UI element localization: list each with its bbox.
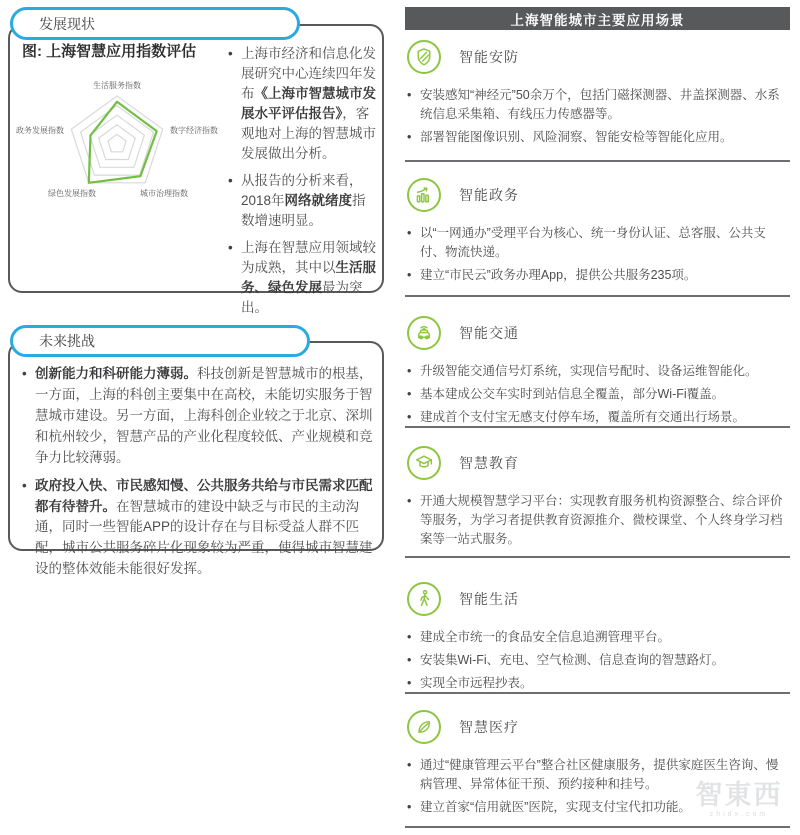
list-item: • 以“一网通办”受理平台为核心、统一身份认证、总客服、公共支付、物流快递。 xyxy=(407,224,787,262)
figure-title: 图: 上海智慧应用指数评估 xyxy=(22,43,197,60)
watermark-domain: zhidx.com xyxy=(709,811,769,818)
status-bullet-list xyxy=(228,44,378,325)
graduation-cap-icon xyxy=(407,446,441,480)
development-status-title: 发展现状 xyxy=(39,15,95,32)
future-challenges-title: 未来挑战 xyxy=(39,333,95,349)
list-item: • 安装感知“神经元”50余万个，包括门磁探测器、井盖探测器、水系统信息采集箱、有线压力传感器等。 xyxy=(407,86,787,124)
radar-gridline xyxy=(71,96,162,183)
list-item: • 建成首个支付宝无感支付停车场，覆盖所有交通出行场景。 xyxy=(407,408,787,427)
section-title: 智慧教育 xyxy=(459,455,519,471)
list-item: • 创新能力和科研能力薄弱。科技创新是智慧城市的根基，一方面，上海的科创主要集中在高校，未能切实服务于智慧城市建设。另一方面，上海科创企业较之于北京、深圳和杭州较少，智慧产品的产业化程度较低、产业规模和竞争力比较薄弱。 xyxy=(22,364,374,469)
section-bullet-list xyxy=(407,492,787,552)
radar-axis-label: 绿色发展指数 xyxy=(48,189,96,198)
shield-icon xyxy=(407,40,441,74)
list-item: • 实现全市远程抄表。 xyxy=(407,674,787,693)
section-bullet-list xyxy=(407,224,787,288)
radar-axis-label: 政务发展指数 xyxy=(16,126,64,135)
scenarios-header-title: 上海智能城市主要应用场景 xyxy=(510,12,685,28)
list-item: • 从报告的分析来看，2018年网络就绪度指数增速明显。 xyxy=(228,171,378,231)
radar-chart xyxy=(12,76,237,202)
list-item: • 开通大规模智慧学习平台：实现教育服务机构资源整合、综合评价等服务，为学习者提供教育资源推介、微校课堂、个人终身学习档案等一站式服务。 xyxy=(407,492,787,548)
section-title: 智慧医疗 xyxy=(459,719,519,735)
section-title: 智能生活 xyxy=(459,591,519,607)
list-item: • 政府投入快、市民感知慢、公共服务共给与市民需求匹配都有待替升。在智慧城市的建设中缺乏与市民的主动沟通，同时一些智能APP的设计存在与目标受益人群不匹配，城市公共服务碎片化现象较为严重，使得城市智慧建设的整体效能未能很好发挥。 xyxy=(22,476,374,581)
list-item: • 建立“市民云”政务办理App，提供公共服务235项。 xyxy=(407,266,787,285)
list-item: • 升级智能交通信号灯系统，实现信号配时、设备运维智能化。 xyxy=(407,362,787,381)
section-bullet-list xyxy=(407,86,787,150)
chart-growth-icon xyxy=(407,178,441,212)
radar-axis-label: 城市治理指数 xyxy=(140,189,188,198)
section-bullet-list xyxy=(407,628,787,696)
application-scenarios-column xyxy=(405,0,790,835)
section-divider xyxy=(405,160,790,162)
radar-gridline xyxy=(99,125,136,160)
list-item: • 安装集Wi-Fi、充电、空气检测、信息查询的智慧路灯。 xyxy=(407,651,787,670)
walking-person-icon xyxy=(407,582,441,616)
section-title: 智能政务 xyxy=(459,187,519,203)
connected-car-icon xyxy=(407,316,441,350)
section-divider xyxy=(405,826,790,828)
list-item: • 上海市经济和信息化发展研究中心连续四年发布《上海市智慧城市发展水平评估报告》，客观地对上海的智慧城市发展做出分析。 xyxy=(228,44,378,164)
leaf-icon xyxy=(407,710,441,744)
list-item: • 通过“健康管理云平台”整合社区健康服务，提供家庭医生咨询、慢病管理、异常体征干预、预约接种和挂号。 xyxy=(407,756,787,794)
list-item: • 上海在智慧应用领域较为成熟，其中以生活服务、绿色发展最为突出。 xyxy=(228,238,378,318)
section-divider xyxy=(405,295,790,297)
section-title: 智能安防 xyxy=(459,49,519,65)
section-title: 智能交通 xyxy=(459,325,519,341)
list-item: • 建成全市统一的食品安全信息追溯管理平台。 xyxy=(407,628,787,647)
radar-series xyxy=(89,102,157,183)
radar-gridline xyxy=(108,134,126,151)
challenges-bullet-list xyxy=(22,364,374,587)
watermark-logo: 智東西 xyxy=(695,780,783,810)
radar-axis-label: 数字经济指数 xyxy=(170,126,218,135)
radar-axis-label: 生活服务指数 xyxy=(93,81,141,90)
scenarios-header-bar xyxy=(405,7,790,30)
development-status-header xyxy=(10,7,300,40)
future-challenges-header xyxy=(10,325,310,357)
list-item: • 基本建成公交车实时到站信息全覆盖，部分Wi-Fi覆盖。 xyxy=(407,385,787,404)
section-bullet-list xyxy=(407,362,787,430)
list-item: • 部署智能图像识别、风险洞察、智能安检等智能化应用。 xyxy=(407,128,787,147)
section-bullet-list xyxy=(407,756,787,820)
section-divider xyxy=(405,556,790,558)
list-item: • 建立首家“信用就医”医院，实现支付宝代扣功能。 xyxy=(407,798,787,817)
